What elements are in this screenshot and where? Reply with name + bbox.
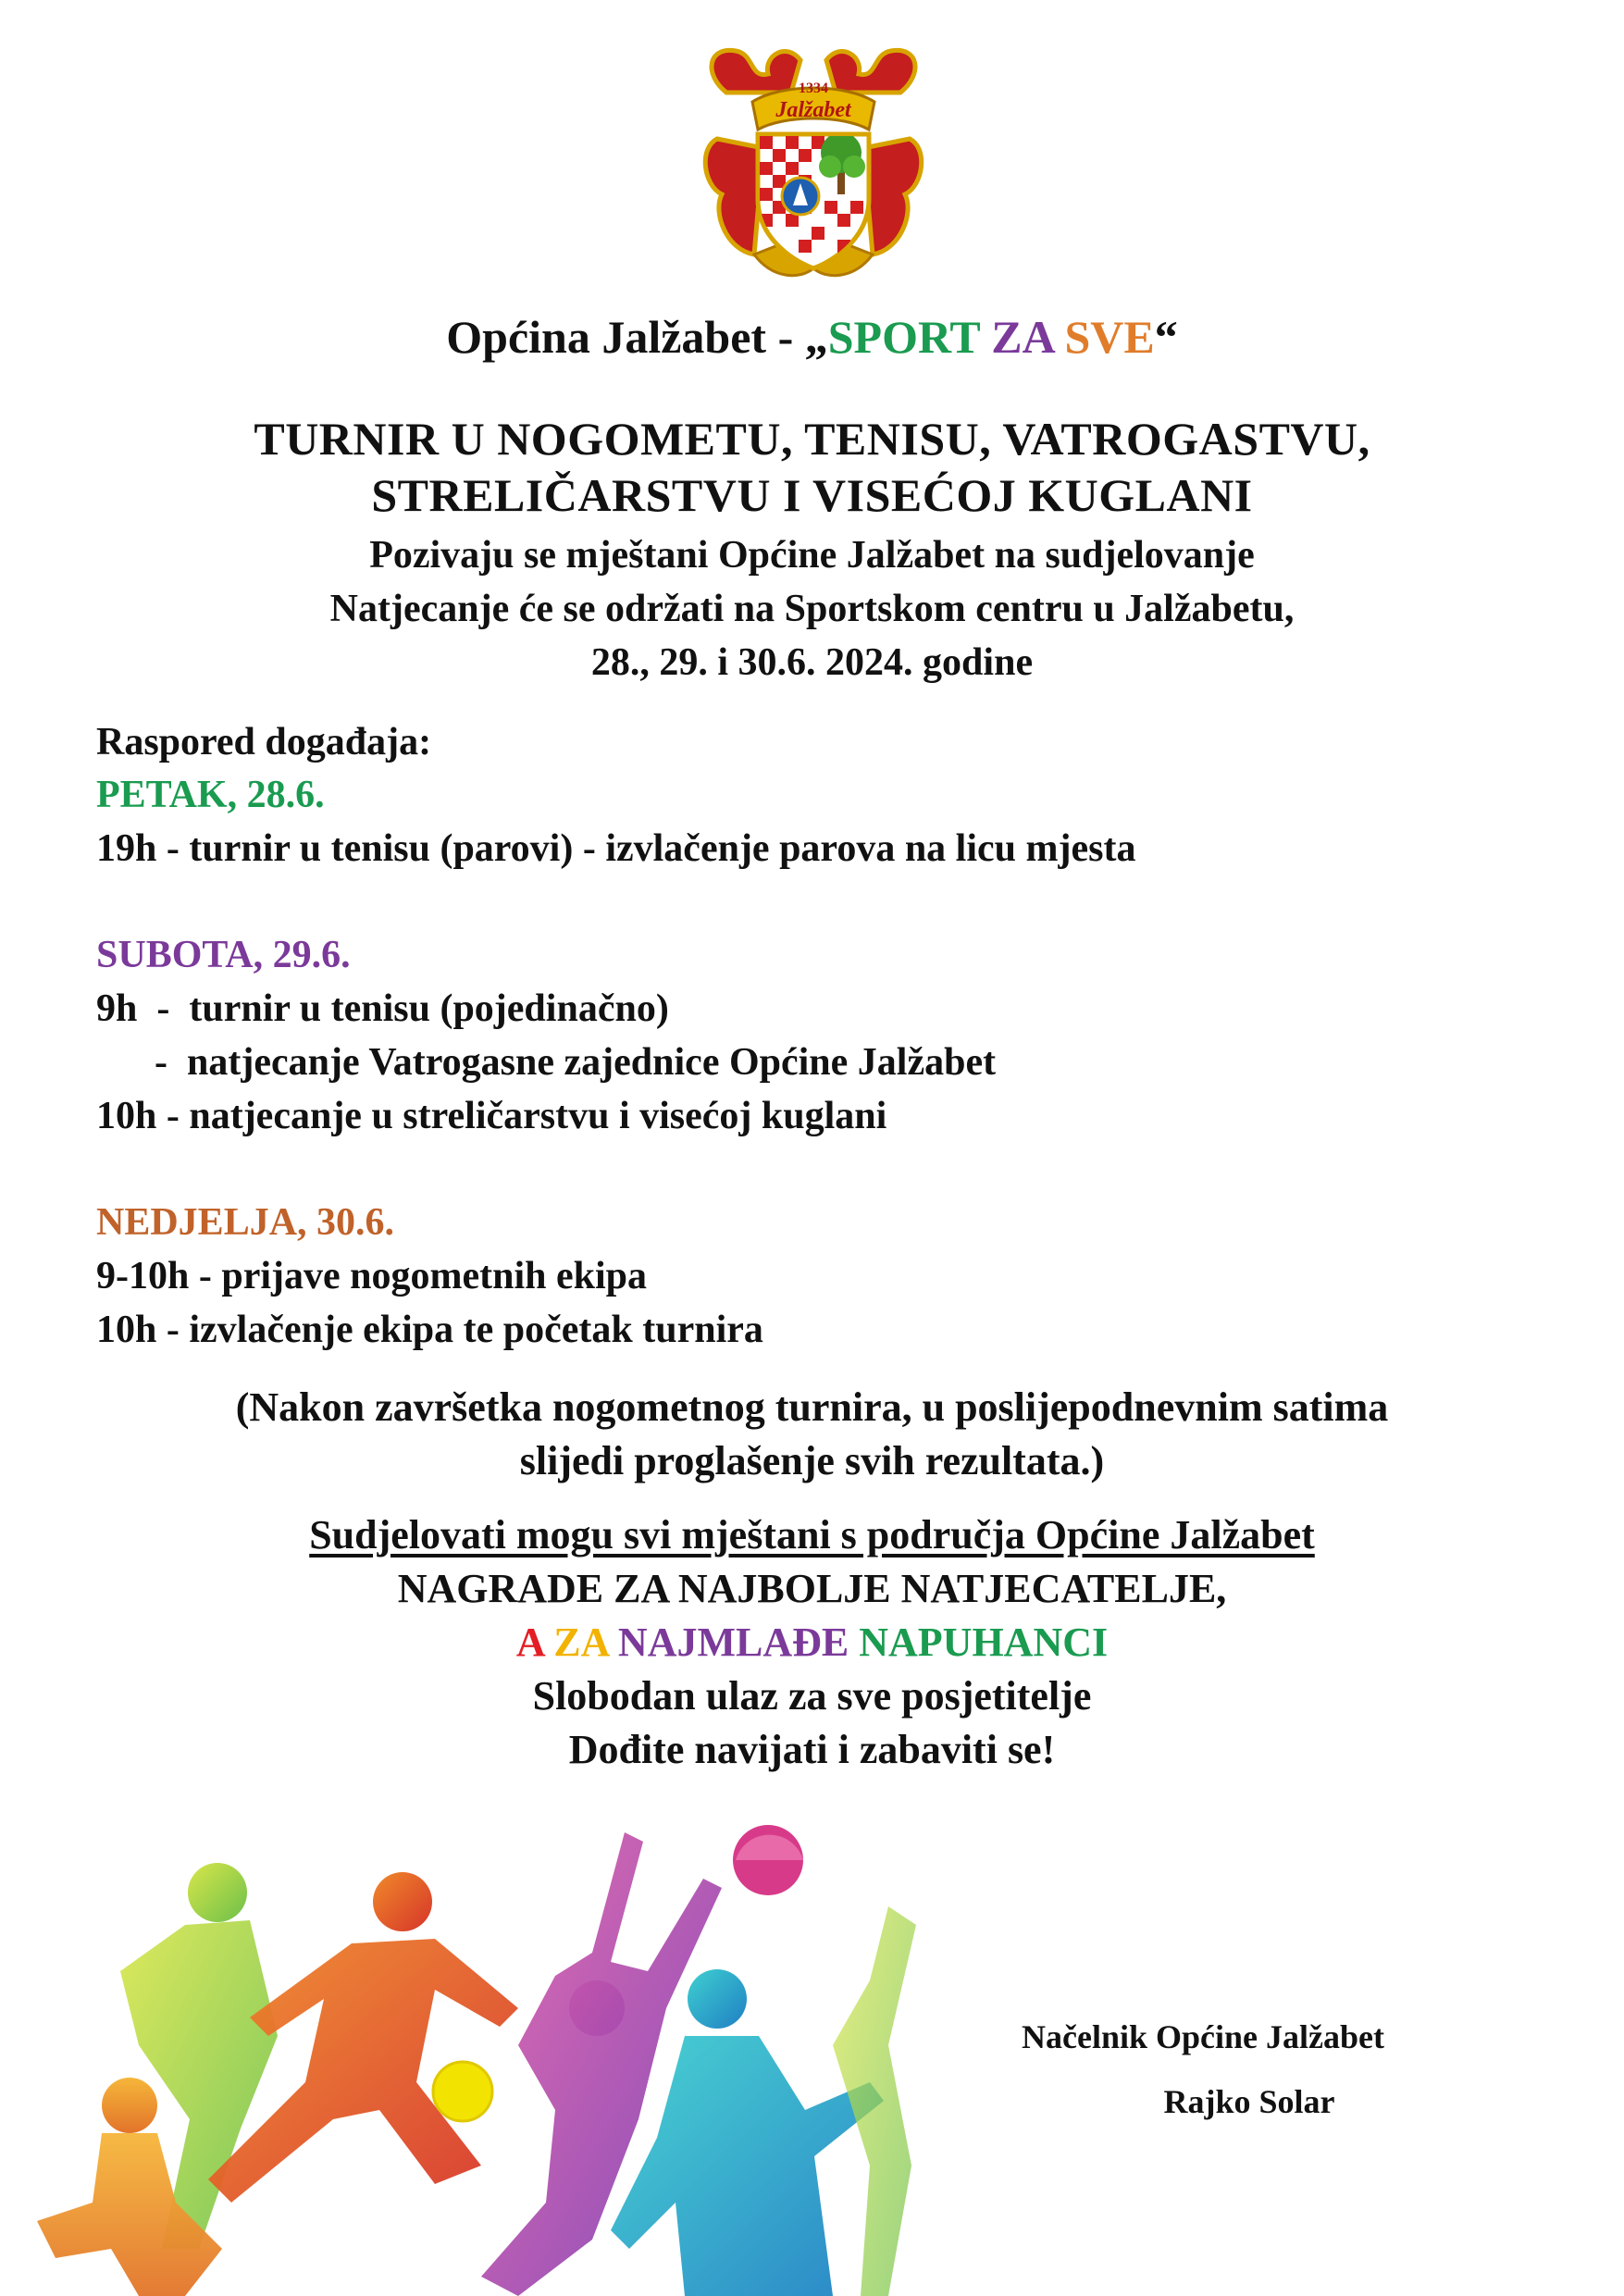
- jalzabet-coat-of-arms-logo: [699, 37, 928, 285]
- tournament-title-line1: TURNIR U NOGOMETU, TENISU, VATROGASTVU,: [254, 413, 1370, 465]
- event-header: [0, 311, 1624, 363]
- schedule-item: 10h - natjecanje u streličarstvu i visećoj kuglani: [96, 1095, 887, 1137]
- schedule-item: - natjecanje Vatrogasne zajednice Općine Jalžabet: [96, 1041, 997, 1084]
- header-word-sve: SVE: [1064, 311, 1155, 363]
- header-prefix: Općina Jalžabet - „: [446, 311, 828, 363]
- sports-silhouettes-illustration: [0, 1814, 935, 2296]
- eligibility-text: Sudjelovati mogu svi mještani s područja Općine Jalžabet: [309, 1512, 1315, 1558]
- kids-word-napuhanci: NAPUHANCI: [859, 1620, 1109, 1665]
- schedule-heading: Raspored događaja:: [96, 721, 432, 763]
- signature-name: Rajko Solar: [1163, 2083, 1335, 2120]
- kids-word-najmlade: NAJMLAĐE: [617, 1620, 849, 1665]
- crest-year-text: 1334: [799, 81, 828, 96]
- header-word-za: ZA: [991, 311, 1053, 363]
- intro-line2: Natjecanje će se održati na Sportskom centru u Jalžabetu,: [329, 588, 1295, 630]
- free-entry-line: Slobodan ulaz za sve posjetitelje: [532, 1673, 1092, 1719]
- intro-line3: 28., 29. i 30.6. 2024. godine: [590, 641, 1034, 684]
- cheer-line: Dođite navijati i zabaviti se!: [568, 1727, 1056, 1772]
- schedule-item: 9h - turnir u tenisu (pojedinačno): [96, 987, 669, 1030]
- schedule-day-saturday: SUBOTA, 29.6.: [96, 934, 351, 976]
- schedule-item: 10h - izvlačenje ekipa te početak turnira: [96, 1309, 763, 1351]
- schedule-day-friday: PETAK, 28.6.: [96, 774, 325, 816]
- results-note-line2: slijedi proglašenje svih rezultata.): [519, 1438, 1105, 1483]
- crest-name-text: Jalžabet: [775, 98, 851, 122]
- kids-word-za: ZA: [553, 1620, 608, 1665]
- header-word-sport: SPORT: [827, 311, 980, 363]
- signature-role: Načelnik Općine Jalžabet: [1022, 2018, 1384, 2055]
- intro-line1: Pozivaju se mještani Općine Jalžabet na sudjelovanje: [369, 534, 1255, 577]
- schedule-day-sunday: NEDJELJA, 30.6.: [96, 1201, 395, 1244]
- tournament-title-line2: STRELIČARSTVU I VISEĆOJ KUGLANI: [371, 469, 1253, 521]
- header-suffix: “: [1154, 311, 1178, 363]
- results-note-line1: (Nakon završetka nogometnog turnira, u poslijepodnevnim satima: [235, 1384, 1389, 1430]
- kids-word-a: A: [515, 1620, 544, 1665]
- eligibility-line: [0, 1508, 1624, 1562]
- kids-line: [0, 1616, 1624, 1669]
- prizes-line: NAGRADE ZA NAJBOLJE NATJECATELJE,: [397, 1566, 1227, 1611]
- schedule-item: 19h - turnir u tenisu (parovi) - izvlačenje parova na licu mjesta: [96, 827, 1136, 870]
- schedule-item: 9-10h - prijave nogometnih ekipa: [96, 1255, 648, 1297]
